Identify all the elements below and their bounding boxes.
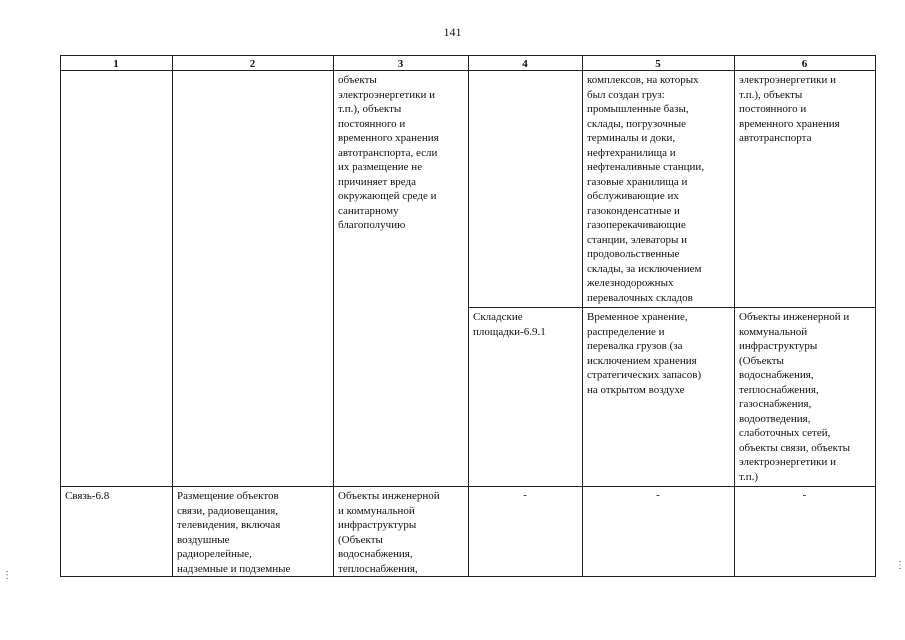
column-header-1: 1 — [113, 58, 119, 70]
auxiliary-use-description: комплексов, на которых был создан груз: промышленные базы, склады, погрузочные терминалы и доки, нефтехранилища и нефтеналивные станции, газовые хранилища и обслуживающие их газоконденсатные и газоперекачивающие станции, элеваторы и продовольственные склады, за исключением железнодорожных перевалочных складов — [587, 74, 705, 304]
column-header-4: 4 — [522, 58, 528, 70]
column-header-2: 2 — [249, 58, 256, 70]
zoning-table — [60, 55, 876, 577]
column-header-3: 3 — [397, 58, 404, 70]
permitted-use-text: объекты электроэнергетики и т.п.), объекты постоянного и временного хранения автотранспорта, если их размещение не причиняет вреда окружающей среде и санитарному благополучию — [338, 74, 439, 231]
svyaz-use-description: Размещение объектов связи, радиовещания, телевидения, включая воздушные радиорелейные, надземные и подземные — [177, 490, 291, 575]
svyaz-col5-dash: - — [656, 489, 660, 501]
column-border — [333, 55, 334, 577]
column-border — [60, 55, 61, 577]
scan-margin-mark: ⋮ — [2, 570, 12, 581]
svyaz-use-objects: Объекты инженерной и коммунальной инфраструктуры (Объекты водоснабжения, теплоснабжения, — [338, 490, 440, 575]
warehouse-use-objects: Объекты инженерной и коммунальной инфраструктуры (Объекты водоснабжения, теплоснабжения, газоснабжения, водоотведения, слаботочных сетей, объекты связи, объекты электроэнергетики и т.п.) — [739, 311, 851, 483]
svyaz-use-name: Связь-6.8 — [65, 490, 110, 502]
scan-margin-mark: ⋮ — [895, 560, 905, 571]
warehouse-use-name: Складские площадки-6.9.1 — [473, 311, 546, 338]
svyaz-col6-dash: - — [802, 489, 807, 501]
column-border — [875, 55, 876, 577]
column-header-5: 5 — [655, 58, 661, 70]
auxiliary-use-objects: электроэнергетики и т.п.), объекты постоянного и временного хранения автотранспорта — [739, 74, 840, 144]
column-border — [172, 55, 173, 577]
row-divider-warehouse — [468, 307, 876, 308]
svyaz-col4-dash: - — [523, 489, 527, 501]
warehouse-use-description: Временное хранение, распределение и перевалка грузов (за исключением хранения стратегических запасов) на открытом воздухе — [587, 311, 702, 396]
page-number: 141 — [443, 25, 462, 39]
column-header-6: 6 — [801, 58, 808, 70]
